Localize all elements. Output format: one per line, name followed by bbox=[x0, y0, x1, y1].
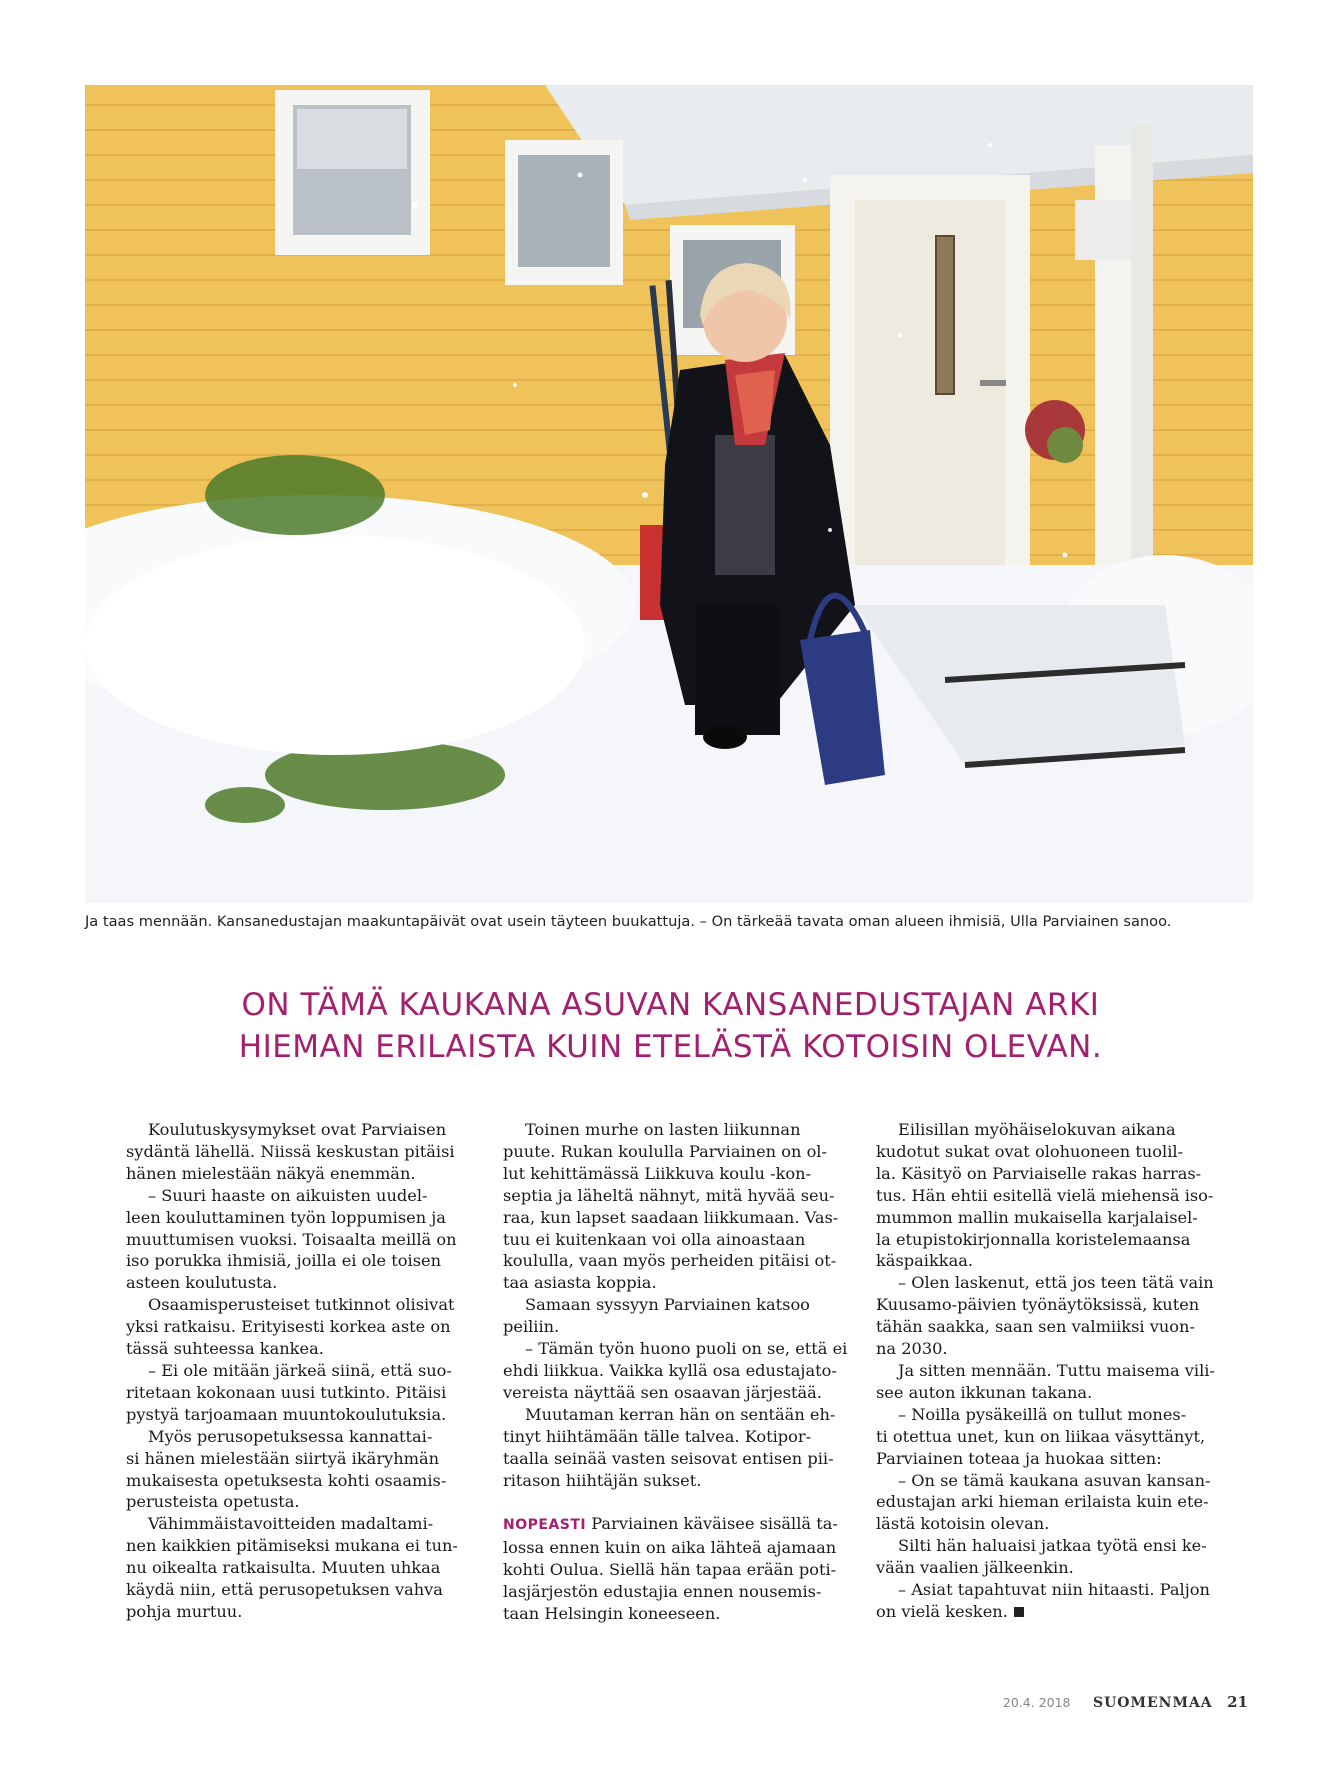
paragraph-line: vään vaalien jälkeenkin. bbox=[876, 1558, 1074, 1578]
paragraph-line: mukaisesta opetuksesta kohti osaamis- bbox=[126, 1470, 447, 1490]
paragraph-line: – On se tämä kaukana asuvan kansan- bbox=[898, 1470, 1211, 1490]
paragraph-line: tähän saakka, saan sen valmiiksi vuon- bbox=[876, 1317, 1195, 1337]
paragraph-line: sydäntä lähellä. Niissä keskustan pitäisi bbox=[126, 1141, 455, 1161]
paragraph-line: pystyä tarjoamaan muuntokoulutuksia. bbox=[126, 1404, 447, 1424]
paragraph-line: ritetaan kokonaan uusi tutkinto. Pitäisi bbox=[126, 1382, 447, 1402]
paragraph-line: taalla seinää vasten seisovat entisen pii- bbox=[503, 1448, 834, 1468]
section-gap bbox=[503, 1491, 833, 1513]
article-photo bbox=[85, 85, 1253, 903]
section-lead-word: NOPEASTI bbox=[503, 1517, 587, 1534]
paragraph-line: la. Käsityö on Parviaiselle rakas harras- bbox=[876, 1163, 1202, 1183]
article-column-2 bbox=[503, 1119, 848, 1625]
paragraph-line: na 2030. bbox=[876, 1339, 948, 1359]
paragraph-line: on vielä kesken. bbox=[876, 1601, 1206, 1623]
paragraph-line: tuu ei kuitenkaan voi olla ainoastaan bbox=[503, 1229, 806, 1249]
paragraph-line: käydä niin, että perusopetuksen vahva bbox=[126, 1580, 443, 1600]
pull-quote-line-1: ON TÄMÄ KAUKANA ASUVAN KANSANEDUSTAJAN ARKI bbox=[241, 987, 1100, 1023]
paragraph-line: pohja murtuu. bbox=[126, 1601, 243, 1621]
paragraph-line: tässä suhteessa kankea. bbox=[126, 1339, 324, 1359]
paragraph-line: koululla, vaan myös perheiden pitäisi ot- bbox=[503, 1251, 837, 1271]
paragraph-line: tus. Hän ehtii esitellä vielä miehensä iso- bbox=[876, 1185, 1214, 1205]
paragraph-line: käspaikkaa. bbox=[876, 1251, 974, 1271]
paragraph-line: Ja sitten mennään. Tuttu maisema vili- bbox=[898, 1360, 1215, 1380]
paragraph-line: Silti hän haluaisi jatkaa työtä ensi ke- bbox=[898, 1536, 1207, 1556]
paragraph-line: yksi ratkaisu. Erityisesti korkea aste on bbox=[126, 1317, 451, 1337]
paragraph-line: septia ja läheltä nähnyt, mitä hyvää seu- bbox=[503, 1185, 835, 1205]
paragraph-line: nu oikealta ratkaisulta. Muuten uhkaa bbox=[126, 1558, 441, 1578]
paragraph-line: puute. Rukan koululla Parviainen on ol- bbox=[503, 1141, 827, 1161]
paragraph-line: vereista näyttää sen osaavan järjestää. bbox=[503, 1382, 822, 1402]
paragraph-line: hänen mielestään näkyä enemmän. bbox=[126, 1163, 416, 1183]
paragraph-line: ritason hiihtäjän sukset. bbox=[503, 1470, 702, 1490]
paragraph-line: ehdi liikkua. Vaikka kyllä osa edustajato- bbox=[503, 1360, 837, 1380]
paragraph-line bbox=[503, 1559, 837, 1581]
paragraph-text: taan Helsingin koneeseen. bbox=[503, 1604, 721, 1624]
pull-quote bbox=[0, 984, 1341, 1068]
paragraph-line: edustajan arki hieman erilaista kuin ete- bbox=[876, 1492, 1209, 1512]
paragraph-line: nen kaikkien pitämiseksi mukana ei tun- bbox=[126, 1536, 458, 1556]
issue-date: 20.4. 2018 bbox=[1002, 1695, 1071, 1710]
paragraph-line: Parviainen toteaa ja huokaa sitten: bbox=[876, 1448, 1162, 1468]
page-number: 21 bbox=[1227, 1693, 1248, 1711]
paragraph-line: taa asiasta koppia. bbox=[503, 1273, 657, 1293]
paragraph-text: kohti Oulua. Siellä hän tapaa erään poti- bbox=[503, 1560, 837, 1580]
paragraph-line: lut kehittämässä Liikkuva koulu -kon- bbox=[503, 1163, 812, 1183]
paragraph-text: lossa ennen kuin on aika lähteä ajamaan bbox=[503, 1538, 837, 1558]
paragraph-line: leen kouluttaminen työn loppumisen ja bbox=[126, 1207, 446, 1227]
paragraph-line: raa, kun lapset saadaan liikkumaan. Vas- bbox=[503, 1207, 839, 1227]
paragraph-line: – Asiat tapahtuvat niin hitaasti. Paljon bbox=[898, 1580, 1210, 1600]
paragraph-line: Toinen murhe on lasten liikunnan bbox=[525, 1120, 801, 1139]
paragraph-line: ti otettua unet, kun on liikaa väsyttänyt, bbox=[876, 1426, 1206, 1446]
paragraph-line: – Suuri haaste on aikuisten uudel- bbox=[148, 1185, 428, 1205]
paragraph-line: – Ei ole mitään järkeä siinä, että suo- bbox=[148, 1360, 452, 1380]
paragraph-line: Muutaman kerran hän on sentään eh- bbox=[525, 1404, 836, 1424]
photo-caption: Ja taas mennään. Kansanedustajan maakuntapäivät ovat usein täyteen buukattuja. – On tärkeää tavata oman alueen ihmisiä, Ulla Parviainen sanoo. bbox=[85, 913, 1172, 930]
paragraph-line: mummon mallin mukaisella karjalaisel- bbox=[876, 1207, 1198, 1227]
paragraph-text: lasjärjestön edustajia ennen nousemis- bbox=[503, 1582, 822, 1602]
photo-illustration bbox=[85, 85, 1253, 903]
paragraph-line: – Noilla pysäkeillä on tullut mones- bbox=[898, 1404, 1187, 1424]
paragraph-line: si hänen mielestään siirtyä ikäryhmän bbox=[126, 1448, 440, 1468]
paragraph-line: iso porukka ihmisiä, joilla ei ole toisen bbox=[126, 1251, 442, 1271]
paragraph-line: Koulutuskysymykset ovat Parviaisen bbox=[148, 1120, 447, 1139]
end-mark-icon bbox=[1014, 1607, 1024, 1617]
paragraph-line: Vähimmäistavoitteiden madaltami- bbox=[148, 1514, 434, 1534]
article-column-1 bbox=[126, 1119, 456, 1623]
paragraph-line bbox=[503, 1513, 838, 1537]
paragraph-line: muuttumisen vuoksi. Toisaalta meillä on bbox=[126, 1229, 457, 1249]
paragraph-line: peiliin. bbox=[503, 1317, 560, 1337]
page-footer bbox=[1003, 1693, 1248, 1711]
paragraph-line: Myös perusopetuksessa kannattai- bbox=[148, 1426, 433, 1446]
paragraph-line: kudotut sukat ovat olohuoneen tuolil- bbox=[876, 1141, 1184, 1161]
paragraph-line: Osaamisperusteiset tutkinnot olisivat bbox=[148, 1295, 455, 1315]
paragraph-line: la etupistokirjonnalla koristelemaansa bbox=[876, 1229, 1191, 1249]
paragraph-line: asteen koulutusta. bbox=[126, 1273, 278, 1293]
paragraph-line: Eilisillan myöhäiselokuvan aikana bbox=[898, 1120, 1176, 1139]
paragraph-line bbox=[503, 1603, 833, 1625]
paragraph-line: see auton ikkunan takana. bbox=[876, 1382, 1093, 1402]
paragraph-line: lästä kotoisin olevan. bbox=[876, 1514, 1050, 1534]
paragraph-text: Parviainen käväisee sisällä ta- bbox=[586, 1514, 838, 1534]
paragraph-line: – Olen laskenut, että jos teen tätä vain bbox=[898, 1273, 1214, 1293]
paragraph-line: Kuusamo-päivien työnäytöksissä, kuten bbox=[876, 1295, 1200, 1315]
article-column-3 bbox=[876, 1119, 1215, 1623]
paragraph-line bbox=[503, 1581, 833, 1603]
pull-quote-line-2: HIEMAN ERILAISTA KUIN ETELÄSTÄ KOTOISIN OLEVAN. bbox=[238, 1029, 1103, 1065]
magazine-name: SUOMENMAA bbox=[1092, 1695, 1213, 1711]
paragraph-line: perusteista opetusta. bbox=[126, 1492, 300, 1512]
paragraph-line: Samaan syssyyn Parviainen katsoo bbox=[525, 1295, 810, 1315]
paragraph-line bbox=[503, 1537, 837, 1559]
paragraph-line: tinyt hiihtämään tälle talvea. Kotipor- bbox=[503, 1426, 812, 1446]
paragraph-line: – Tämän työn huono puoli on se, että ei bbox=[525, 1339, 848, 1359]
